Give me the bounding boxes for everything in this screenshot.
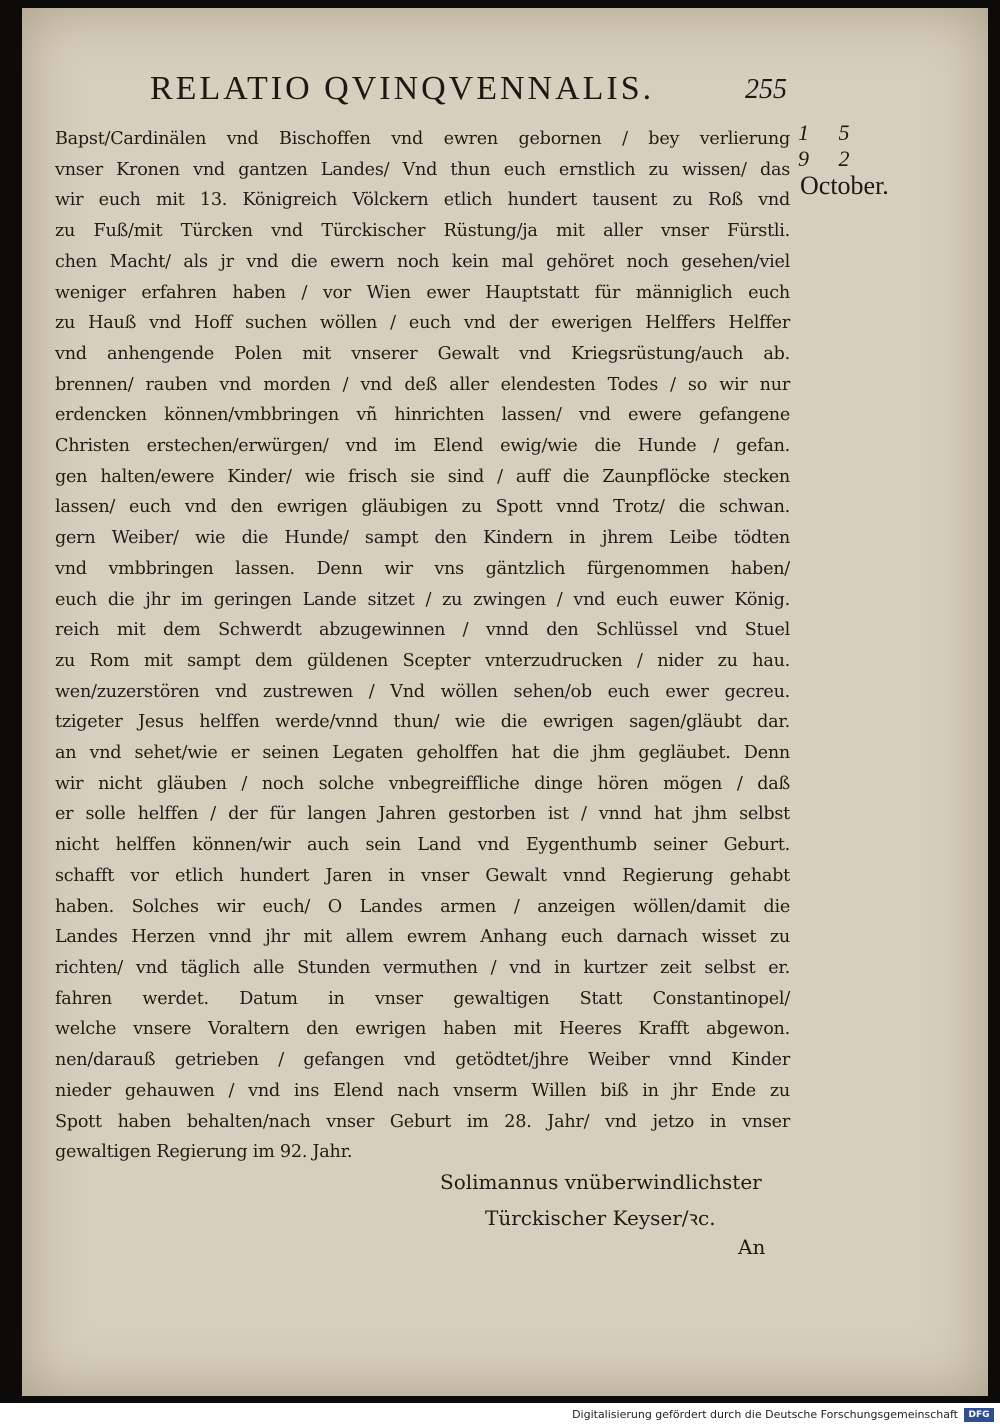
text-line: wen/zuzerstören vnd zustrewen / Vnd wöllen sehen/ob euch ewer gecreu. <box>55 681 790 702</box>
running-title: RELATIO QVINQVENNALIS. <box>150 70 655 107</box>
text-line: an vnd sehet/wie er seinen Legaten geholffen hat die jhm gegläubet. Denn <box>55 743 790 764</box>
text-line: nen/darauß getrieben / gefangen vnd getödtet/jhre Weiber vnnd Kinder <box>55 1050 790 1071</box>
running-header <box>130 70 830 120</box>
text-line: chen Macht/ als jr vnd die ewern noch kein mal gehöret noch gesehen/viel <box>55 251 790 272</box>
text-line: tzigeter Jesus helffen werde/vnnd thun/ wie die ewrigen sagen/gläubt dar. <box>55 712 790 733</box>
signature-line-2: Türckischer Keyser/ꝛc. <box>485 1206 716 1230</box>
text-line: haben. Solches wir euch/ O Landes armen / anzeigen wöllen/damit die <box>55 896 790 917</box>
text-line: vnd anhengende Polen mit vnserer Gewalt vnd Kriegsrüstung/auch ab. <box>55 343 790 364</box>
text-line: zu Rom mit sampt dem güldenen Scepter vnterzudrucken / nider zu hau. <box>55 650 790 671</box>
body-text <box>55 124 790 1168</box>
catchword: An <box>738 1235 766 1259</box>
text-line: brennen/ rauben vnd morden / vnd deß aller elendesten Todes / so wir nur <box>55 374 790 395</box>
text-line: erdencken können/vmbbringen vñ hinrichten lassen/ vnd ewere gefangene <box>55 405 790 426</box>
signature-line-1: Solimannus vnüberwindlichster <box>440 1170 762 1194</box>
text-line: lassen/ euch vnd den ewrigen gläubigen zu Spott vnnd Trotz/ die schwan. <box>55 497 790 518</box>
footer-credit: Digitalisierung gefördert durch die Deutsche Forschungsgemeinschaft <box>572 1408 958 1421</box>
text-line: er solle helffen / der für langen Jahren gestorben ist / vnnd hat jhm selbst <box>55 804 790 825</box>
text-line: richten/ vnd täglich alle Stunden vermuthen / vnd in kurtzer zeit selbst er. <box>55 957 790 978</box>
text-line: wir euch mit 13. Königreich Völckern etlich hundert tausent zu Roß vnd <box>55 190 790 211</box>
text-line: vnd vmbbringen lassen. Denn wir vns gäntzlich fürgenommen haben/ <box>55 558 790 579</box>
margin-year: 1 5 9 2 <box>798 120 862 171</box>
text-line: reich mit dem Schwerdt abzugewinnen / vnnd den Schlüssel vnd Stuel <box>55 620 790 641</box>
text-line: welche vnsere Voraltern den ewrigen haben mit Heeres Krafft abgewon. <box>55 1019 790 1040</box>
page-number: 255 <box>745 74 787 105</box>
text-line: gen halten/ewere Kinder/ wie frisch sie sind / auff die Zaunpflöcke stecken <box>55 466 790 487</box>
text-line: nieder gehauwen / vnd ins Elend nach vnserm Willen biß in jhr Ende zu <box>55 1080 790 1101</box>
footer-bar <box>0 1403 1000 1427</box>
text-line: schafft vor etlich hundert Jaren in vnser Gewalt vnnd Regierung gehabt <box>55 865 790 886</box>
text-line: euch die jhr im geringen Lande sitzet / zu zwingen / vnd euch euwer König. <box>55 589 790 610</box>
text-line: fahren werdet. Datum in vnser gewaltigen Statt Constantinopel/ <box>55 988 790 1009</box>
text-line: Spott haben behalten/nach vnser Geburt im 28. Jahr/ vnd jetzo in vnser <box>55 1111 790 1132</box>
text-line: zu Hauß vnd Hoff suchen wöllen / euch vnd der ewerigen Helffers Helffer <box>55 313 790 334</box>
text-line: Christen erstechen/erwürgen/ vnd im Elend ewig/wie die Hunde / gefan. <box>55 436 790 457</box>
text-line: gewaltigen Regierung im 92. Jahr. <box>55 1142 353 1163</box>
text-line: Bapst/Cardinälen vnd Bischoffen vnd ewren gebornen / bey verlierung <box>55 129 790 149</box>
text-line: Landes Herzen vnnd jhr mit allem ewrem Anhang euch darnach wisset zu <box>55 927 790 948</box>
text-line: zu Fuß/mit Türcken vnd Türckischer Rüstung/ja mit aller vnser Fürstli. <box>55 221 790 242</box>
text-line: vnser Kronen vnd gantzen Landes/ Vnd thun euch ernstlich zu wissen/ das <box>55 159 790 180</box>
text-line: nicht helffen können/wir auch sein Land vnd Eygenthumb seiner Geburt. <box>55 835 790 856</box>
text-line: wir nicht gläuben / noch solche vnbegreiffliche dinge hören mögen / daß <box>55 773 790 794</box>
margin-note <box>778 120 898 200</box>
text-line: weniger erfahren haben / vor Wien ewer Hauptstatt für männiglich euch <box>55 282 790 303</box>
text-line: gern Weiber/ wie die Hunde/ sampt den Kindern in jhrem Leibe tödten <box>55 528 790 549</box>
dfg-logo: DFG <box>964 1408 994 1422</box>
margin-month: October. <box>800 171 889 200</box>
